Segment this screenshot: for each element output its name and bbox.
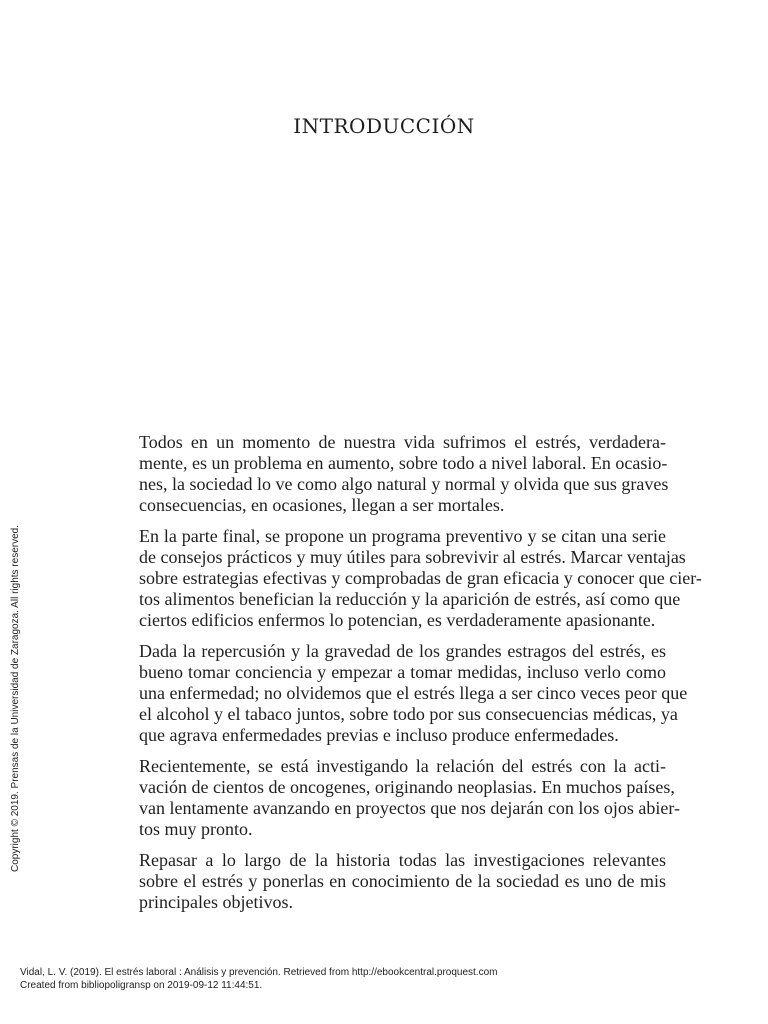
text-line: tos alimentos benefician la reducción y la aparición de estrés, así como que — [139, 589, 681, 609]
paragraph-5 — [102, 850, 666, 913]
text-line: de consejos prácticos y muy útiles para sobrevivir al estrés. Marcar ventajas — [139, 547, 686, 567]
text-line: el alcohol y el tabaco juntos, sobre todo por sus consecuencias médicas, ya — [139, 704, 678, 724]
text-line: una enfermedad; no olvidemos que el estrés llega a ser cinco veces peor que — [139, 683, 688, 703]
text-line: tos muy pronto. — [139, 819, 253, 839]
copyright-notice: Copyright © 2019. Prensas de la Universidad de Zaragoza. All rights reserved. — [10, 525, 21, 872]
text-line: Todos en un momento de nuestra vida sufrimos el estrés, verdadera- — [139, 432, 666, 452]
text-line: consecuencias, en ocasiones, llegan a ser mortales. — [139, 495, 505, 515]
text-line: bueno tomar conciencia y empezar a tomar medidas, incluso verlo como — [139, 662, 666, 682]
text-line: Repasar a lo largo de la historia todas las investigaciones relevantes — [139, 850, 666, 870]
citation-footer — [20, 966, 497, 992]
created-line: Created from bibliopoligransp on 2019-09-12 11:44:51. — [20, 980, 263, 991]
text-line: nes, la sociedad lo ve como algo natural y normal y olvida que sus graves — [139, 474, 669, 494]
text-line: Recientemente, se está investigando la relación del estrés con la acti- — [139, 756, 666, 776]
chapter-title: INTRODUCCIÓN — [293, 114, 475, 138]
text-line: mente, es un problema en aumento, sobre todo a nivel laboral. En ocasio- — [139, 453, 668, 473]
text-line: que agrava enfermedades previas e incluso produce enfermedades. — [139, 725, 619, 745]
text-line: vación de cientos de oncogenes, originando neoplasias. En muchos países, — [139, 777, 675, 797]
paragraph-1 — [102, 432, 669, 516]
paragraph-4 — [102, 756, 680, 840]
text-line: En la parte final, se propone un programa preventivo y se citan una serie — [139, 526, 666, 546]
paragraph-2 — [102, 526, 702, 631]
body-text — [102, 432, 702, 923]
text-line: Dada la repercusión y la gravedad de los grandes estragos del estrés, es — [139, 641, 666, 661]
paragraph-3 — [102, 641, 688, 746]
text-line: sobre estrategias efectivas y comprobadas de gran eficacia y conocer que cier- — [139, 568, 702, 588]
text-line: ciertos edificios enfermos lo potencian, es verdaderamente apasionante. — [139, 610, 656, 630]
citation-line: Vidal, L. V. (2019). El estrés laboral : Análisis y prevención. Retrieved from http://ebookcentral.proquest.com — [20, 967, 498, 978]
text-line: principales objetivos. — [139, 892, 293, 912]
text-line: van lentamente avanzando en proyectos que nos dejarán con los ojos abier- — [139, 798, 680, 818]
text-line: sobre el estrés y ponerlas en conocimiento de la sociedad es uno de mis — [139, 871, 666, 891]
